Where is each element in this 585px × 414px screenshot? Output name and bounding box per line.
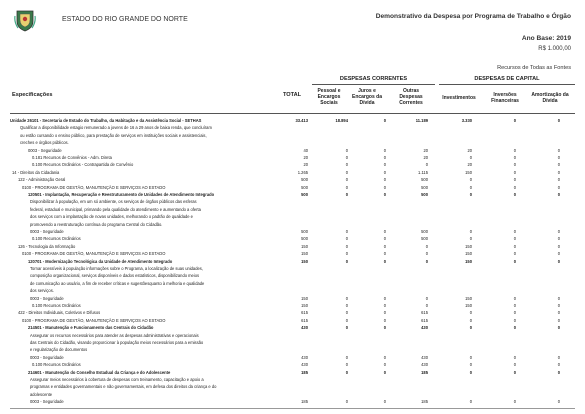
cell-invest: 0 <box>469 399 472 405</box>
table-row <box>10 228 575 235</box>
table-row <box>10 280 575 287</box>
cell-invest: 0 <box>469 236 472 242</box>
cell-invest: 0 <box>469 325 472 331</box>
cell-juros: 0 <box>383 147 386 153</box>
cell-juros: 0 <box>383 303 386 308</box>
cell-total: 430 <box>301 354 308 360</box>
ano-base: Ano Base: 2019 <box>521 35 571 42</box>
table-row <box>10 391 575 398</box>
row-description: 0100 - PROGRAMA DE GESTÃO, MANUTENÇÃO E SERVIÇOS AO ESTADO <box>22 184 166 190</box>
table-row <box>10 302 575 309</box>
cell-pessoal: 0 <box>345 169 348 175</box>
cell-invest: 0 <box>469 155 472 160</box>
cell-pessoal: 0 <box>345 229 348 234</box>
cell-invest: 0 <box>469 369 472 375</box>
cell-total: 500 <box>301 236 308 242</box>
cell-inversoes: 0 <box>513 229 516 234</box>
table-row <box>10 250 575 257</box>
cell-pessoal: 0 <box>345 310 348 316</box>
table-row <box>10 213 575 220</box>
cell-invest: 3.330 <box>461 118 472 123</box>
row-description: 122 - Administração Geral <box>18 177 66 183</box>
table-row <box>10 184 575 191</box>
cell-inversoes: 0 <box>513 399 516 405</box>
cell-inversoes: 0 <box>513 177 516 183</box>
cell-juros: 0 <box>383 243 386 249</box>
cell-total: 150 <box>301 251 308 257</box>
row-description: 126 - Tecnologia da Informação <box>18 243 76 249</box>
cell-amort: 0 <box>557 317 560 323</box>
cell-juros: 0 <box>383 295 386 301</box>
cell-invest: 150 <box>465 258 472 264</box>
currency-unit: R$ 1.000,00 <box>538 46 571 52</box>
cell-inversoes: 0 <box>513 147 516 153</box>
cell-amort: 0 <box>557 147 560 153</box>
cell-juros: 0 <box>383 251 386 257</box>
row-description: composição organizacional, serviços disponíveis e dados estatísticos, disponibilizando meios <box>30 273 200 279</box>
cell-pessoal: 0 <box>345 162 348 168</box>
row-description: e regularização de documentos <box>30 347 88 353</box>
cell-invest: 150 <box>465 251 472 257</box>
cell-juros: 0 <box>383 229 386 234</box>
cell-juros: 0 <box>383 258 386 264</box>
cell-outras: 430 <box>421 354 428 360</box>
table-row <box>10 147 575 154</box>
row-description: 0100 - PROGRAMA DE GESTÃO, MANUTENÇÃO E SERVIÇOS AO ESTADO <box>22 317 166 323</box>
column-pessoal: Pessoal e Encargos Sociais <box>317 88 341 107</box>
cell-total: 20 <box>303 162 308 168</box>
cell-total: 33.413 <box>295 118 308 123</box>
cell-inversoes: 0 <box>513 317 516 323</box>
cell-inversoes: 0 <box>513 354 516 360</box>
cell-juros: 0 <box>383 310 386 316</box>
cell-juros: 0 <box>383 362 386 368</box>
cell-invest: 0 <box>469 229 472 234</box>
row-description: promovendo a reestruturação contínua do programa Central do Cidadão. <box>30 221 163 227</box>
column-juros: Juros e Encargos da Dívida <box>351 88 382 107</box>
cell-amort: 0 <box>557 325 560 331</box>
cell-total: 40 <box>303 147 308 153</box>
cell-outras: 500 <box>421 236 428 242</box>
report-title: Demonstrativo da Despesa por Programa de Trabalho e Órgão <box>375 13 571 20</box>
cell-invest: 0 <box>469 192 472 197</box>
table-row <box>10 154 575 161</box>
table-row <box>10 176 575 183</box>
table-row <box>10 287 575 294</box>
table-row <box>10 221 575 228</box>
table-row <box>10 132 575 139</box>
cell-amort: 0 <box>557 184 560 190</box>
cell-total: 150 <box>301 295 308 301</box>
column-especificacoes: Especificações <box>12 92 53 98</box>
row-description: 214501 - Manutenção e Funcionamento das Centrais do Cidadão <box>28 325 154 331</box>
cell-amort: 0 <box>557 310 560 316</box>
cell-outras: 500 <box>421 177 428 183</box>
cell-juros: 0 <box>383 369 386 375</box>
cell-total: 615 <box>301 317 308 323</box>
column-total: TOTAL <box>282 92 302 98</box>
table-row <box>10 295 575 302</box>
cell-amort: 0 <box>557 362 560 368</box>
cell-total: 185 <box>301 399 308 405</box>
cell-amort: 0 <box>557 169 560 175</box>
cell-amort: 0 <box>557 369 560 375</box>
cell-total: 500 <box>301 192 308 197</box>
row-description: 0.100 Recursos Ordinários - Contrapartida de Convênio <box>32 162 134 168</box>
cell-outras: 1.115 <box>418 169 428 175</box>
cell-pessoal: 0 <box>345 354 348 360</box>
cell-amort: 0 <box>557 303 560 308</box>
cell-inversoes: 0 <box>513 303 516 308</box>
cell-pessoal: 0 <box>345 303 348 308</box>
cell-inversoes: 0 <box>513 310 516 316</box>
cell-outras: 0 <box>425 251 428 257</box>
footer-divider <box>10 408 575 409</box>
cell-outras: 500 <box>421 192 428 197</box>
cell-inversoes: 0 <box>513 236 516 242</box>
cell-total: 500 <box>301 229 308 234</box>
row-description: das Centrais do Cidadão, visando proporcionar à população meios necessários para a emissão <box>30 340 204 345</box>
cell-invest: 0 <box>469 184 472 190</box>
row-description: 0003 - Seguridade <box>30 295 64 301</box>
row-description: 0.181 Recursos de Convênios - Adm. Direta <box>32 155 112 160</box>
cell-inversoes: 0 <box>513 243 516 249</box>
header-divider <box>10 113 575 114</box>
cell-juros: 0 <box>383 317 386 323</box>
fontes-label: Recursos de Todas as Fontes <box>497 65 571 71</box>
cell-total: 615 <box>301 310 308 316</box>
cell-juros: 0 <box>383 162 386 168</box>
table-row <box>10 258 575 265</box>
cell-total: 500 <box>301 177 308 183</box>
cell-total: 150 <box>301 303 308 308</box>
table-row <box>10 309 575 316</box>
cell-juros: 0 <box>383 399 386 405</box>
cell-invest: 150 <box>465 295 472 301</box>
row-description: Disponibilizar à população, em um só ambiente, os serviços de órgãos públicos das esferas <box>30 199 197 205</box>
cell-invest: 0 <box>469 317 472 323</box>
cell-inversoes: 0 <box>513 251 516 257</box>
cell-total: 20 <box>303 155 308 160</box>
cell-pessoal: 0 <box>345 177 348 183</box>
row-description: 0.100 Recursos Ordinários <box>32 236 81 242</box>
cell-amort: 0 <box>557 258 560 264</box>
cell-pessoal: 0 <box>345 362 348 368</box>
cell-inversoes: 0 <box>513 184 516 190</box>
cell-pessoal: 0 <box>345 147 348 153</box>
cell-outras: 430 <box>421 362 428 368</box>
cell-amort: 0 <box>557 162 560 168</box>
cell-invest: 0 <box>469 354 472 360</box>
cell-invest: 20 <box>467 147 472 153</box>
cell-amort: 0 <box>557 399 560 405</box>
cell-amort: 0 <box>557 177 560 183</box>
cell-pessoal: 0 <box>345 155 348 160</box>
table-row <box>10 361 575 368</box>
row-description: dos serviços com a implantação de novas unidades, melhorando o padrão de qualidade e <box>30 214 193 220</box>
cell-outras: 185 <box>421 369 428 375</box>
row-description: 14 - Direitos da Cidadania <box>12 169 60 175</box>
table-row <box>10 398 575 405</box>
table-row <box>10 191 575 198</box>
cell-juros: 0 <box>383 184 386 190</box>
cell-pessoal: 0 <box>345 317 348 323</box>
cell-outras: 0 <box>425 295 428 301</box>
table-row <box>10 169 575 176</box>
cell-inversoes: 0 <box>513 369 516 375</box>
cell-pessoal: 0 <box>345 251 348 257</box>
cell-inversoes: 0 <box>513 258 516 264</box>
cell-outras: 20 <box>423 155 428 160</box>
cell-invest: 0 <box>469 310 472 316</box>
row-description: Unidade 26101 - Secretaria de Estado do Trabalho, da Habitação e da Assistência Social - SETHAS <box>10 118 202 123</box>
column-investimentos: Investimentos <box>442 95 476 101</box>
cell-juros: 0 <box>383 325 386 331</box>
state-name: ESTADO DO RIO GRANDE DO NORTE <box>62 16 188 23</box>
cell-amort: 0 <box>557 236 560 242</box>
row-description: 0.100 Recursos Ordinários <box>32 303 81 308</box>
cell-total: 430 <box>301 362 308 368</box>
table-row <box>10 369 575 376</box>
cell-outras: 615 <box>421 310 428 316</box>
cell-amort: 0 <box>557 229 560 234</box>
column-inversoes: Inversões Financeiras <box>491 92 519 105</box>
cell-inversoes: 0 <box>513 295 516 301</box>
table-row <box>10 265 575 272</box>
cell-inversoes: 0 <box>513 192 516 197</box>
table-row <box>10 354 575 361</box>
row-description: adolescente <box>30 391 53 397</box>
table-row <box>10 383 575 390</box>
table-row <box>10 235 575 242</box>
row-description: de comunicação ao usuário, a fim de receber críticas e sugestõesquanto à melhoria e qualidade <box>30 280 205 286</box>
table-row <box>10 339 575 346</box>
cell-pessoal: 0 <box>345 243 348 249</box>
cell-amort: 0 <box>557 295 560 301</box>
cell-amort: 0 <box>557 155 560 160</box>
cell-pessoal: 0 <box>345 258 348 264</box>
cell-outras: 0 <box>425 162 428 168</box>
cell-juros: 0 <box>383 169 386 175</box>
cell-outras: 0 <box>425 258 428 264</box>
cell-outras: 185 <box>421 399 428 405</box>
cell-pessoal: 0 <box>345 236 348 242</box>
cell-inversoes: 0 <box>513 169 516 175</box>
cell-total: 500 <box>301 184 308 190</box>
cell-pessoal: 0 <box>345 399 348 405</box>
row-description: 214601 - Manutenção do Conselho Estadual da Criança e do Adolescente <box>28 369 171 375</box>
cell-total: 1.265 <box>297 169 308 175</box>
cell-juros: 0 <box>383 354 386 360</box>
cell-inversoes: 0 <box>513 162 516 168</box>
row-description: 0100 - PROGRAMA DE GESTÃO, MANUTENÇÃO E SERVIÇOS AO ESTADO <box>22 251 166 257</box>
row-description: programas e entidades governamentais e não governamentais, em defesa dos direitos da criança e do <box>30 384 217 390</box>
row-description: dos serviços. <box>30 288 54 294</box>
cell-invest: 150 <box>465 303 472 308</box>
cell-amort: 0 <box>557 251 560 257</box>
cell-inversoes: 0 <box>513 118 516 123</box>
table-row <box>10 206 575 213</box>
table-row <box>10 198 575 205</box>
row-description: 120701 - Modernização Tecnológica da Unidade de Atendimento Integrado <box>28 258 173 264</box>
state-coat-of-arms-icon <box>14 8 36 32</box>
cell-amort: 0 <box>557 243 560 249</box>
table-row <box>10 272 575 279</box>
cell-outras: 500 <box>421 184 428 190</box>
table-row <box>10 324 575 331</box>
cell-juros: 0 <box>383 177 386 183</box>
cell-pessoal: 18.894 <box>335 118 348 123</box>
cell-total: 185 <box>301 369 308 375</box>
row-description: 120501 - Implantação, Recuperação e Reestruturamento de Unidades de Atendimento Integrado <box>28 192 215 197</box>
cell-outras: 11.189 <box>415 118 428 123</box>
table-row <box>10 124 575 131</box>
cell-invest: 0 <box>469 362 472 368</box>
row-description: Assegurar os recursos necessários para atender as despesas administrativas e operacionais <box>30 332 199 338</box>
cell-outras: 430 <box>421 325 428 331</box>
cell-pessoal: 0 <box>345 325 348 331</box>
row-description: 0003 - Seguridade <box>28 147 62 153</box>
table-row <box>10 243 575 250</box>
cell-pessoal: 0 <box>345 295 348 301</box>
cell-outras: 0 <box>425 243 428 249</box>
cell-juros: 0 <box>383 192 386 197</box>
cell-amort: 0 <box>557 354 560 360</box>
group-despesas-capital: DESPESAS DE CAPITAL <box>439 75 575 85</box>
cell-outras: 500 <box>421 229 428 234</box>
column-outras: Outras Despesas Correntes <box>399 88 423 107</box>
cell-pessoal: 0 <box>345 192 348 197</box>
cell-juros: 0 <box>383 236 386 242</box>
cell-amort: 0 <box>557 118 560 123</box>
cell-pessoal: 0 <box>345 184 348 190</box>
group-despesas-correntes: DESPESAS CORRENTES <box>312 75 435 85</box>
row-description: Tornar acessíveis à população informações sobre o Programa, a localização de suas unidades, <box>30 266 203 271</box>
table-row <box>10 317 575 324</box>
row-description: ou estão cursando o ensino público, para prestação de serviços em instituições sociais e assistenciais, <box>20 132 207 138</box>
cell-invest: 0 <box>469 177 472 183</box>
cell-invest: 20 <box>467 162 472 168</box>
row-description: federal, estadual e municipal, primando pela qualidade do atendimento e aumentando a oferta <box>30 206 201 212</box>
cell-pessoal: 0 <box>345 369 348 375</box>
cell-outras: 0 <box>425 303 428 308</box>
row-description: 0.100 Recursos Ordinários <box>32 362 81 368</box>
cell-outras: 615 <box>421 317 428 323</box>
table-row <box>10 139 575 146</box>
row-description: 0003 - Seguridade <box>30 354 64 360</box>
cell-inversoes: 0 <box>513 325 516 331</box>
table-row <box>10 332 575 339</box>
cell-inversoes: 0 <box>513 155 516 160</box>
cell-total: 150 <box>301 243 308 249</box>
row-description: creches e órgãos públicos. <box>20 140 69 146</box>
cell-total: 430 <box>301 325 308 331</box>
row-description: 0003 - Seguridade <box>30 399 64 405</box>
cell-juros: 0 <box>383 155 386 160</box>
column-amortizacao: Amortização da Dívida <box>531 92 569 105</box>
cell-invest: 150 <box>465 243 472 249</box>
table-row <box>10 117 575 124</box>
row-description: Qualificar a disponibilidade estagio remunerado a jovens de 16 a 29 anos de baixa renda, que concluíram <box>20 125 212 131</box>
cell-juros: 0 <box>383 118 386 123</box>
row-description: 422 - Direitos Individuais, Coletivos e Difusos <box>18 310 101 316</box>
cell-outras: 20 <box>423 147 428 153</box>
cell-amort: 0 <box>557 192 560 197</box>
cell-inversoes: 0 <box>513 362 516 368</box>
cell-total: 150 <box>301 258 308 264</box>
table-row <box>10 161 575 168</box>
table-row <box>10 376 575 383</box>
table-row <box>10 346 575 353</box>
cell-invest: 150 <box>465 169 472 175</box>
row-description: 0003 - Seguridade <box>30 229 64 234</box>
row-description: Assegurar meios necessários à cobertura de despesas com treinamento, capacitação e apoio a <box>30 377 204 382</box>
